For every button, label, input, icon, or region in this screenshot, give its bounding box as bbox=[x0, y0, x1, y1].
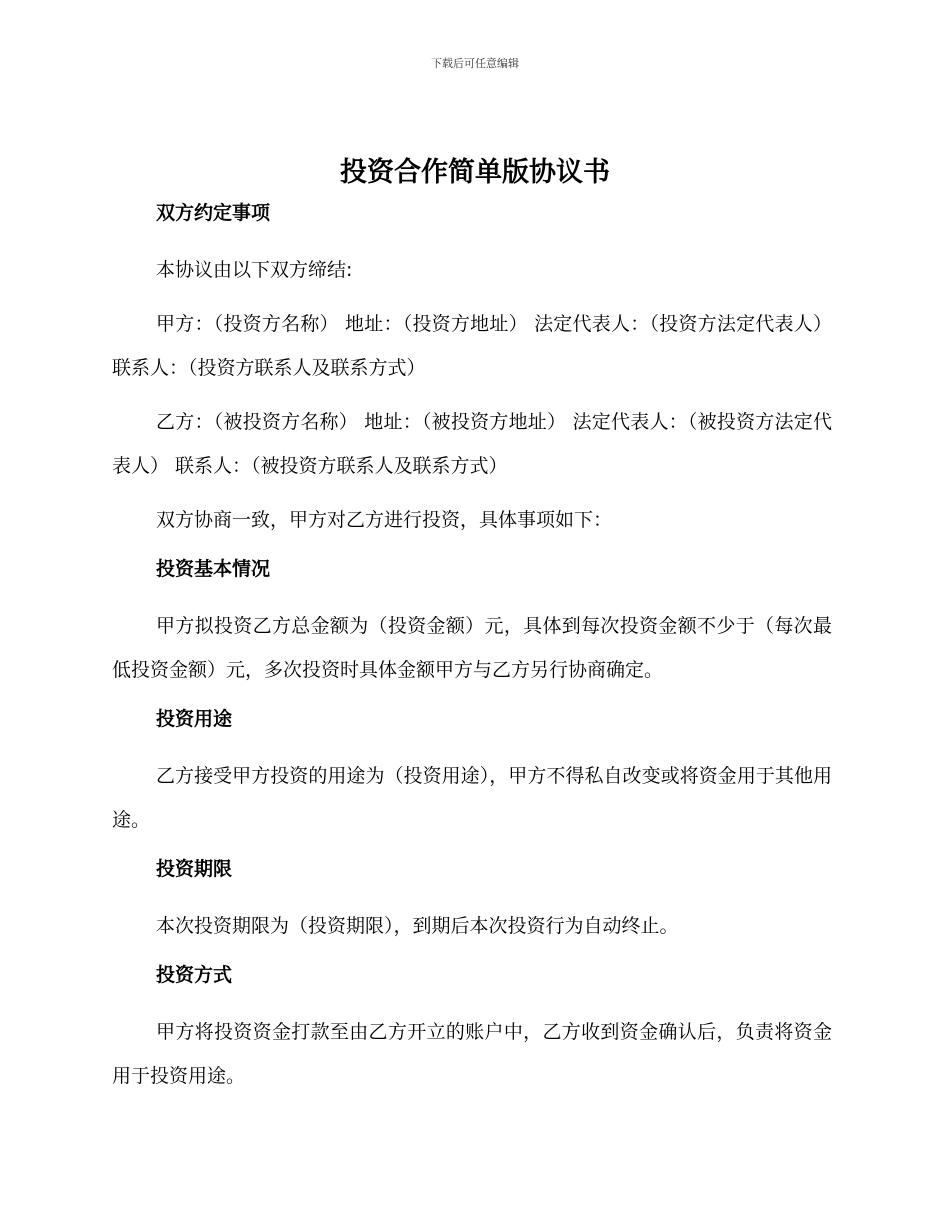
paragraph-party-b: 乙方：（被投资方名称） 地址：（被投资方地址） 法定代表人：（被投资方法定代表人） 联系人：（被投资方联系人及联系方式） bbox=[112, 411, 832, 477]
section-heading-term: 投资期限 bbox=[156, 858, 233, 880]
section-heading-method: 投资方式 bbox=[156, 964, 233, 986]
paragraph-intro: 本协议由以下双方缔结: bbox=[156, 259, 353, 281]
document-title: 投资合作简单版协议书 bbox=[340, 157, 610, 188]
paragraph-agreement: 双方协商一致，甲方对乙方进行投资，具体事项如下： bbox=[156, 509, 613, 531]
paragraph-usage: 乙方接受甲方投资的用途为（投资用途），甲方不得私自改变或将资金用于其他用途。 bbox=[112, 765, 832, 831]
paragraph-term: 本次投资期限为（投资期限），到期后本次投资行为自动终止。 bbox=[156, 915, 679, 937]
header-note: 下载后可任意编辑 bbox=[431, 57, 519, 70]
section-heading-agreement: 双方约定事项 bbox=[156, 202, 271, 224]
section-heading-basic: 投资基本情况 bbox=[156, 558, 271, 580]
paragraph-basic: 甲方拟投资乙方总金额为（投资金额）元，具体到每次投资金额不少于（每次最低投资金额）元，多次投资时具体金额甲方与乙方另行协商确定。 bbox=[112, 615, 832, 681]
paragraph-party-a: 甲方：（投资方名称） 地址：（投资方地址） 法定代表人：（投资方法定代表人） 联系人：（投资方联系人及联系方式） bbox=[112, 313, 832, 379]
document-body bbox=[112, 196, 832, 1108]
paragraph-method: 甲方将投资资金打款至由乙方开立的账户中，乙方收到资金确认后，负责将资金用于投资用途。 bbox=[112, 1021, 832, 1087]
section-heading-usage: 投资用途 bbox=[156, 708, 233, 730]
